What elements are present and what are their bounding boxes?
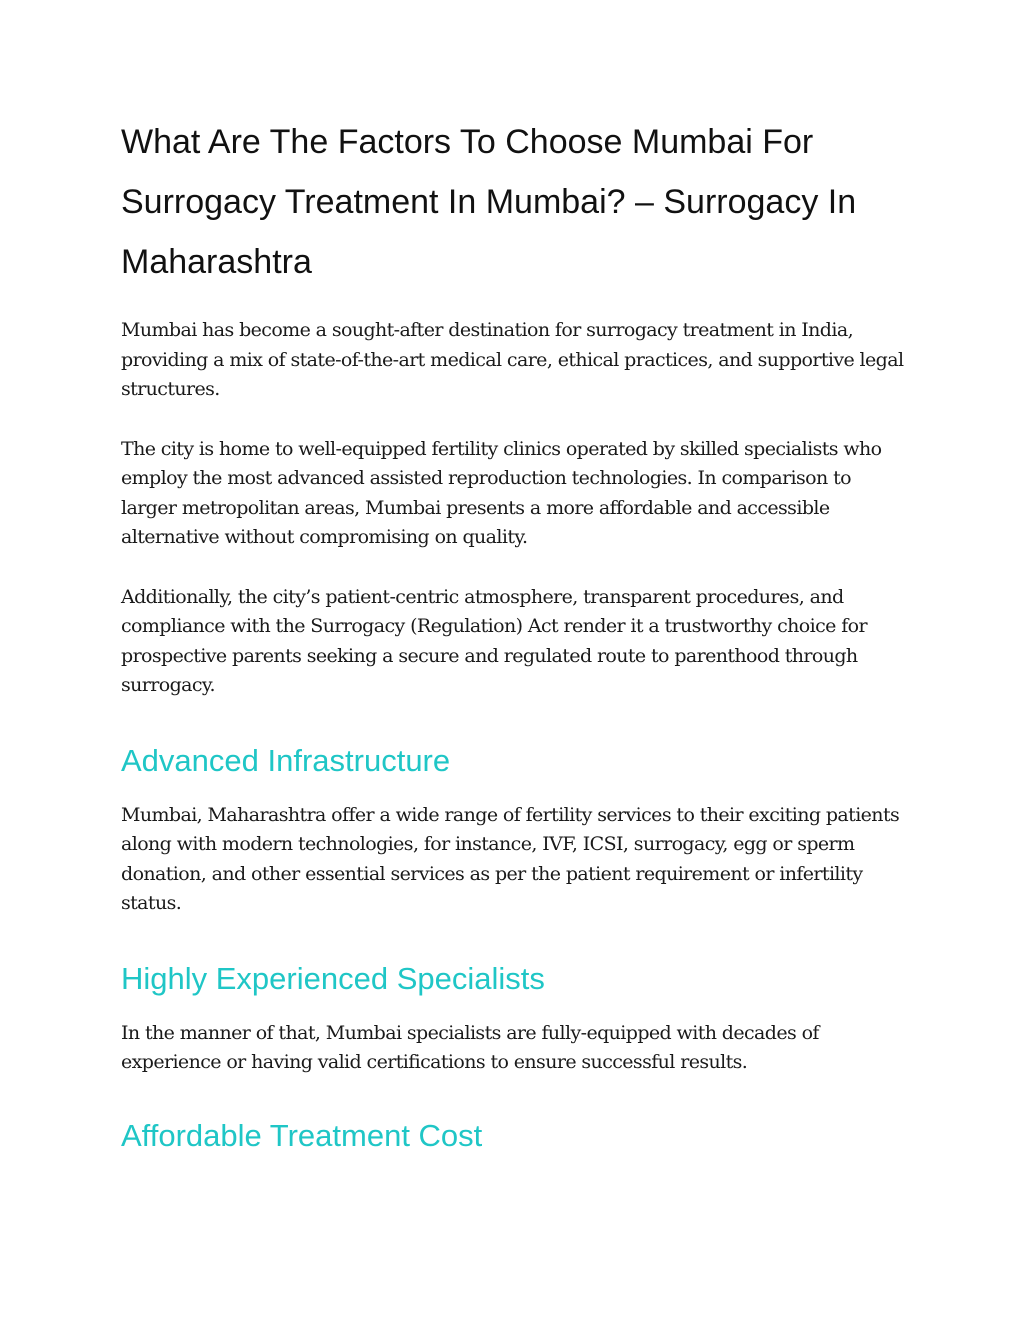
intro-paragraph: The city is home to well-equipped fertility clinics operated by skilled specialists who employ the most advanced assisted reproduction technologies. In comparison to larger metropolitan areas, Mumbai presents a more affordable and accessible alternative without compromising on quality.: [121, 437, 882, 548]
intro-paragraph: Additionally, the city’s patient-centric atmosphere, transparent procedures, and compliance with the Surrogacy (Regulation) Act render it a trustworthy choice for prospective parents seeking a secure and regulated route to parenthood through surrogacy.: [121, 585, 867, 696]
section-body-advanced-infrastructure: Mumbai, Maharashtra offer a wide range of fertility services to their exciting patients along with modern technologies, for instance, IVF, ICSI, surrogacy, egg or sperm donation, and other essential services as per the patient requirement or infertility status.: [121, 803, 900, 914]
section-body-experienced-specialists: In the manner of that, Mumbai specialists are fully-equipped with decades of experience or having valid certifications to ensure successful results.: [121, 1021, 819, 1073]
intro-paragraph: Mumbai has become a sought-after destination for surrogacy treatment in India, providing a mix of state-of-the-art medical care, ethical practices, and supportive legal structures.: [121, 319, 904, 400]
page-title: What Are The Factors To Choose Mumbai For Surrogacy Treatment In Mumbai? – Surrogacy In Maharashtra: [121, 123, 857, 281]
section-heading-affordable-cost: Affordable Treatment Cost: [121, 1117, 483, 1153]
section-heading-experienced-specialists: Highly Experienced Specialists: [121, 960, 545, 996]
section-heading-advanced-infrastructure: Advanced Infrastructure: [121, 742, 451, 778]
document-page: [121, 112, 911, 1156]
